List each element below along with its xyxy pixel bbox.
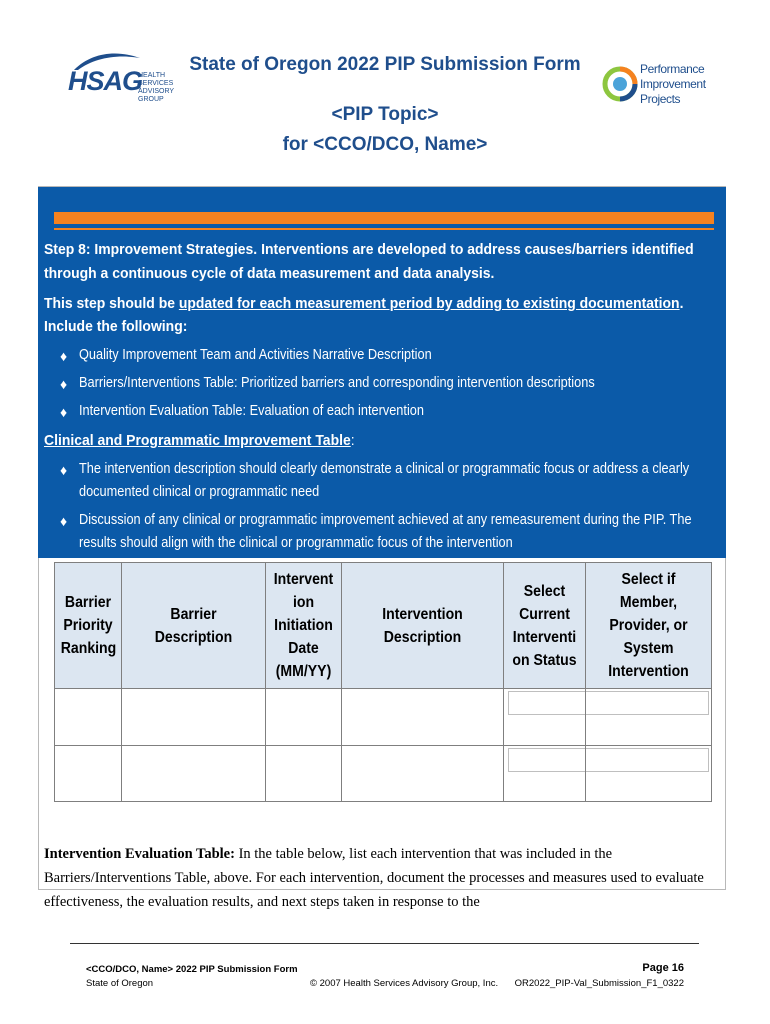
step-heading-line2: through a continuous cycle of data measurement and data analysis. (44, 265, 495, 282)
diamond-bullet-icon: ♦ (60, 513, 68, 529)
clinical-item-line1: Discussion of any clinical or programmatic improvement achieved at any remeasurement during the PIP. The (79, 511, 692, 528)
clinical-heading-colon: : (350, 432, 355, 449)
pip-topic: <PIP Topic> (331, 104, 439, 125)
col-header-barrier: Barrier Description (122, 563, 266, 689)
update-note (44, 295, 683, 312)
status-cell (504, 745, 586, 802)
col-header-date: Intervent ion Initiation Date (MM/YY) (266, 563, 342, 689)
barrier-cell[interactable] (122, 745, 266, 802)
for-line: for <CCO/DCO, Name> (282, 134, 488, 155)
ranking-cell[interactable] (55, 745, 122, 802)
col-header-description: Intervention Description (342, 563, 504, 689)
barriers-interventions-table (54, 562, 712, 802)
type-cell (586, 745, 712, 802)
type-cell (586, 689, 712, 746)
include-item: Barriers/Interventions Table: Prioritized barriers and corresponding intervention descriptions (79, 374, 595, 391)
hsag-subtitle: HEALTH SERVICES ADVISORY GROUP (138, 72, 174, 103)
footer-divider (70, 943, 699, 944)
intervention-type-select[interactable] (586, 748, 709, 772)
col-header-status: Select Current Interventi on Status (504, 563, 586, 689)
evaluation-instructions (44, 842, 720, 914)
clinical-item-line2: results should align with the clinical or programmatic focus of the intervention (79, 534, 513, 551)
pip-logo (602, 54, 712, 114)
description-cell[interactable] (342, 745, 504, 802)
page-title: State of Oregon 2022 PIP Submission Form (189, 54, 581, 75)
intervention-type-select[interactable] (586, 691, 709, 715)
update-note-post: . (679, 295, 684, 312)
status-select[interactable] (508, 691, 585, 715)
diamond-bullet-icon: ♦ (60, 348, 68, 364)
include-item: Intervention Evaluation Table: Evaluation of each intervention (79, 402, 424, 419)
evaluation-lead: Intervention Evaluation Table: (44, 846, 235, 862)
clinical-heading-text: Clinical and Programmatic Improvement Table (44, 432, 351, 449)
clinical-heading (44, 432, 355, 449)
diamond-bullet-icon: ♦ (60, 462, 68, 478)
col-header-ranking: Barrier Priority Ranking (55, 563, 122, 689)
footer-doc-id: OR2022_PIP-Val_Submission_F1_0322 (514, 978, 684, 989)
orange-divider (54, 212, 714, 224)
pip-logo-line2: Improvement (640, 77, 706, 91)
diamond-bullet-icon: ♦ (60, 404, 68, 420)
date-cell[interactable] (266, 745, 342, 802)
status-cell (504, 689, 586, 746)
orange-divider-thin (54, 228, 714, 230)
footer-copyright: © 2007 Health Services Advisory Group, Inc. (310, 978, 499, 989)
pip-logo-line1: Performance (640, 62, 705, 76)
evaluation-text: In the table below, list each intervention that was included in the Barriers/Interventions Table, above. For each intervention, document the processes and measures used to evaluate effectiveness, the evaluation results, and next steps taken in response to the (44, 846, 704, 910)
barrier-cell[interactable] (122, 689, 266, 746)
footer-state: State of Oregon (86, 978, 154, 989)
step-heading-line1: Step 8: Improvement Strategies. Interventions are developed to address causes/barriers identified (44, 241, 694, 258)
pip-logo-line3: Projects (640, 92, 681, 106)
hsag-wordmark: HSAG (68, 66, 143, 96)
description-cell[interactable] (342, 689, 504, 746)
footer-form-name: <CCO/DCO, Name> 2022 PIP Submission Form (86, 964, 298, 975)
update-note-pre: This step should be (44, 295, 179, 312)
update-note-emphasis: updated for each measurement period by adding to existing documentation (178, 295, 680, 312)
include-label: Include the following: (44, 318, 188, 335)
clinical-item-line2: documented clinical or programmatic need (79, 483, 320, 500)
include-item: Quality Improvement Team and Activities Narrative Description (79, 346, 432, 363)
pip-circle-icon (602, 54, 640, 114)
diamond-bullet-icon: ♦ (60, 376, 68, 392)
ranking-cell[interactable] (55, 689, 122, 746)
clinical-item-line1: The intervention description should clearly demonstrate a clinical or programmatic focus or address a clearly (79, 460, 690, 477)
table-row (55, 745, 712, 802)
footer-page-number: Page 16 (642, 962, 684, 974)
table-row (55, 689, 712, 746)
status-select[interactable] (508, 748, 585, 772)
date-cell[interactable] (266, 689, 342, 746)
col-header-type: Select if Member, Provider, or System Intervention (586, 563, 712, 689)
